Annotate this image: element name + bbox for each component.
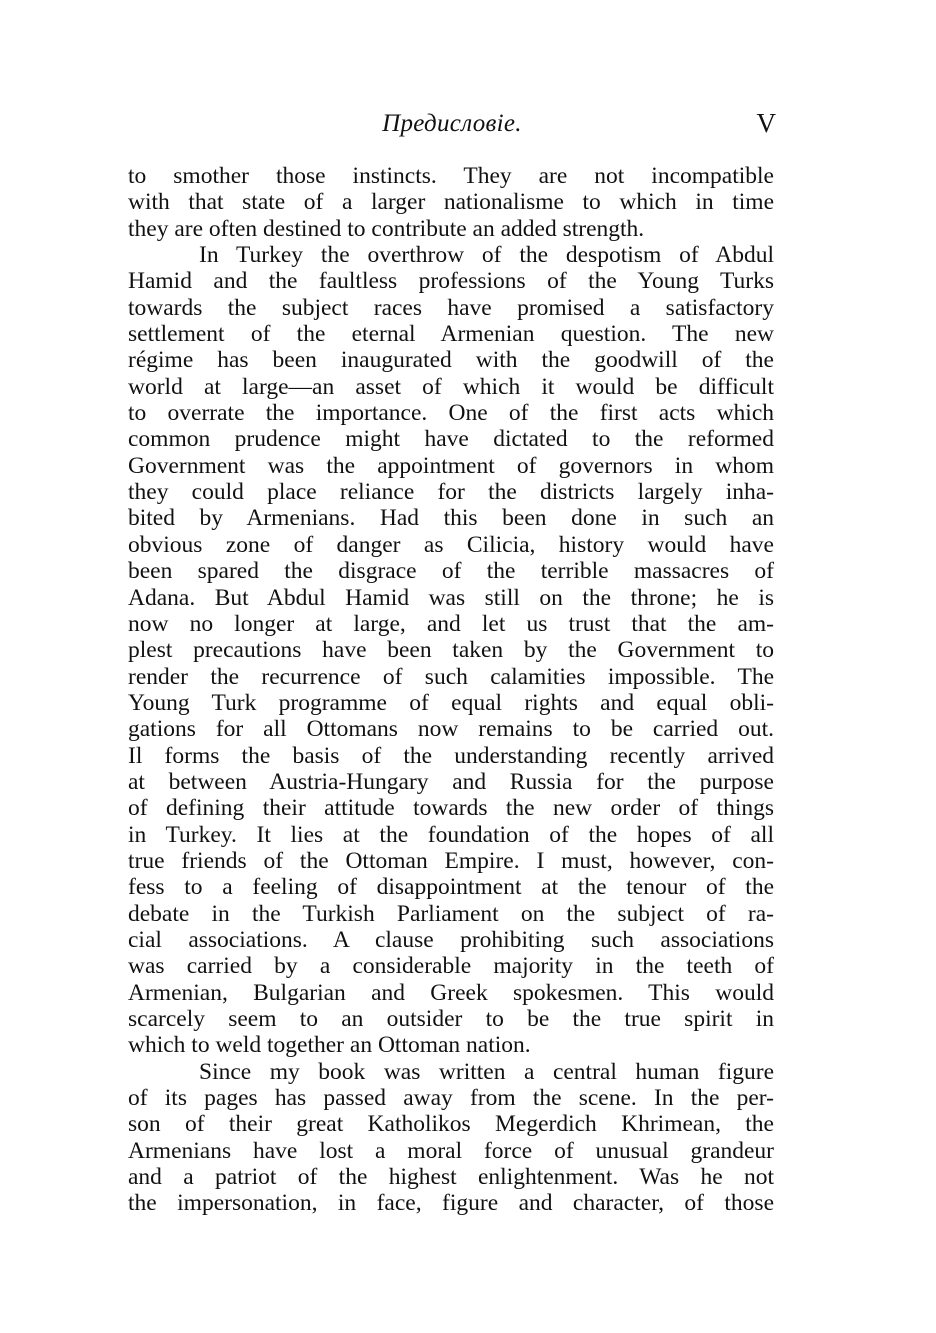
text-line: towards the subject races have promised a satisfactory [128, 294, 774, 321]
text-line: which to weld together an Ottoman nation. [128, 1032, 531, 1059]
text-line: Armenian, Bulgarian and Greek spokesmen. This would [128, 979, 774, 1006]
text-line: render the recurrence of such calamities impossible. The [128, 663, 774, 690]
running-title: Предисловіе. [382, 110, 522, 137]
text-line: scarcely seem to an outsider to be the true spirit in [128, 1006, 774, 1032]
text-line: now no longer at large, and let us trust that the am- [128, 610, 774, 637]
text-line: been spared the disgrace of the terrible massacres of [128, 558, 774, 585]
text-line: cial associations. A clause prohibiting such associations [128, 926, 774, 953]
text-line: to overrate the importance. One of the first acts which [128, 400, 774, 427]
text-line: they could place reliance for the districts largely inha- [128, 479, 774, 506]
text-line: world at large—an asset of which it would be difficult [128, 373, 774, 400]
text-line: Government was the appointment of governors in whom [128, 452, 774, 479]
text-line: Since my book was written a central human figure [199, 1058, 774, 1085]
text-line: bited by Armenians. Had this been done in such an [128, 505, 774, 532]
text-line: settlement of the eternal Armenian question. The new [128, 321, 774, 348]
text-line: In Turkey the overthrow of the despotism of Abdul [199, 242, 774, 269]
text-line: true friends of the Ottoman Empire. I must, however, con- [128, 847, 774, 874]
text-line: in Turkey. It lies at the foundation of the hopes of all [128, 821, 774, 848]
text-line: Hamid and the faultless professions of the Young Turks [128, 268, 774, 295]
text-line: Young Turk programme of equal rights and equal obli- [128, 689, 774, 716]
body-text [128, 163, 774, 1217]
text-line: with that state of a larger nationalisme to which in time [128, 189, 774, 216]
text-line: debate in the Turkish Parliament on the subject of ra- [128, 900, 774, 927]
text-line: plest precautions have been taken by the Government to [128, 637, 774, 664]
page-number: V [756, 108, 776, 138]
text-line: the impersonation, in face, figure and character, of those [128, 1190, 774, 1217]
text-line: of defining their attitude towards the new order of things [128, 795, 774, 822]
text-line: Il forms the basis of the understanding recently arrived [128, 742, 774, 769]
text-line: régime has been inaugurated with the goodwill of the [128, 347, 774, 374]
text-line: they are often destined to contribute an added strength. [128, 215, 645, 242]
text-line: fess to a feeling of disappointment at the tenour of the [128, 874, 774, 901]
text-line: obvious zone of danger as Cilicia, history would have [128, 531, 774, 558]
text-line: gations for all Ottomans now remains to be carried out. [128, 716, 774, 743]
text-line: Armenians have lost a moral force of unusual grandeur [128, 1137, 774, 1164]
text-line: common prudence might have dictated to the reformed [128, 426, 774, 453]
running-head [128, 106, 776, 140]
text-line: of its pages has passed away from the scene. In the per- [128, 1085, 774, 1112]
text-line: and a patriot of the highest enlightenment. Was he not [128, 1164, 774, 1191]
text-line: to smother those instincts. They are not incompatible [128, 163, 774, 189]
text-line: at between Austria-Hungary and Russia for the purpose [128, 768, 774, 795]
text-line: was carried by a considerable majority in the teeth of [128, 953, 774, 980]
text-line: Adana. But Abdul Hamid was still on the throne; he is [128, 584, 774, 611]
text-line: son of their great Katholikos Megerdich Khrimean, the [128, 1111, 774, 1138]
